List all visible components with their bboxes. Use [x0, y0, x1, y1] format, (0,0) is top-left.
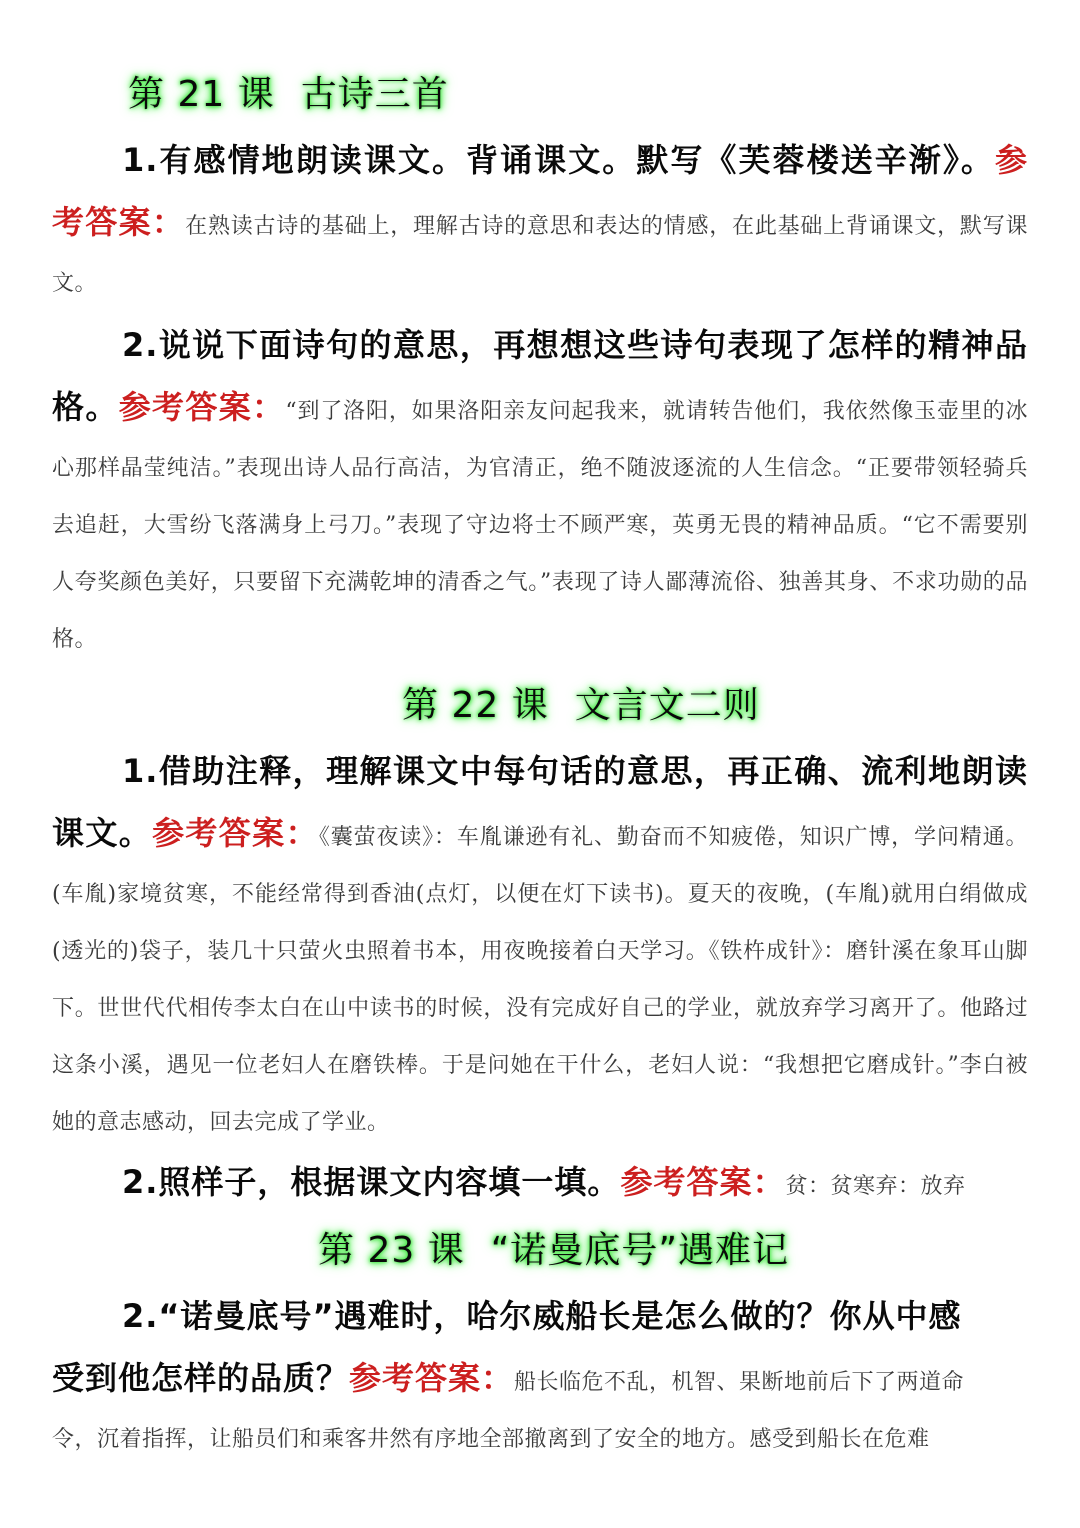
answer-label: 参考答案： [52, 141, 1028, 241]
lesson-number: 第 21 课 [128, 74, 275, 115]
question-text: 2.“诺曼底号”遇难时，哈尔威船长是怎么做的？你从中感 [122, 1297, 962, 1335]
question-text: 1.有感情地朗读课文。背诵课文。默写《芙蓉楼送辛渐》。 [122, 141, 995, 179]
question-text: 受到他怎样的品质？ [52, 1359, 350, 1397]
document-page [52, 62, 1028, 1469]
lesson-22-item-1 [52, 743, 1028, 1152]
question-text: 2.照样子，根据课文内容填一填。 [122, 1163, 621, 1201]
answer-text: 贫：贫寒弃：放弃 [785, 1174, 966, 1199]
lesson-22-item-2 [52, 1154, 1028, 1216]
lesson-name: “诺曼底号”遇难记 [490, 1230, 790, 1271]
lesson-name: 古诗三首 [300, 74, 449, 115]
answer-label: 参考答案： [118, 388, 286, 426]
lesson-name: 文言文二则 [574, 685, 760, 726]
question-answer-line [52, 1350, 1028, 1412]
lesson-23-item-2 [52, 1288, 1028, 1469]
answer-text: 令，沉着指挥，让船员们和乘客井然有序地全部撤离到了安全的地方。感受到船长在危难 [52, 1427, 930, 1452]
lesson-number: 第 23 课 [318, 1230, 465, 1271]
lesson-21-item-2 [52, 317, 1028, 669]
lesson-23-title [52, 1218, 1028, 1284]
answer-line [52, 1412, 1028, 1469]
question-text: 1.借助注释，理解课文中每句话的意思，再正确、流利地朗读课文。 [52, 752, 1028, 852]
answer-text: “到了洛阳，如果洛阳亲友问起我来，就请转告他们，我依然像玉壶里的冰心那样晶莹纯洁。”表现出诗人品行高洁，为官清正，绝不随波逐流的人生信念。“正要带领轻骑兵去追赶，大雪纷飞落满身上弓刀。”表现了守边将士不顾严寒，英勇无畏的精神品质。“它不需要别人夸奖颜色美好，只要留下充满乾坤的清香之气。”表现了诗人鄙薄流俗、独善其身、不求功勋的品格。 [52, 399, 1028, 652]
answer-label: 参考答案： [620, 1163, 786, 1201]
answer-text: 《囊萤夜读》：车胤谦逊有礼、勤奋而不知疲倦，知识广博，学问精通。(车胤)家境贫寒，不能经常得到香油(点灯，以便在灯下读书)。夏天的夜晚，(车胤)就用白绢做成(透光的)袋子，装几十只萤火虫照着书本，用夜晚接着白天学习。《铁杵成针》：磨针溪在象耳山脚下。世世代代相传李太白在山中读书的时候，没有完成好自己的学业，就放弃学习离开了。他路过这条小溪，遇见一位老妇人在磨铁棒。于是问她在干什么，老妇人说：“我想把它磨成针。”李白被她的意志感动，回去完成了学业。 [52, 825, 1028, 1135]
question-text: 2.说说下面诗句的意思，再想想这些诗句表现了怎样的精神品格。 [52, 326, 1028, 426]
answer-label: 参考答案： [152, 814, 319, 852]
lesson-number: 第 22 课 [402, 685, 549, 726]
question-line [52, 1288, 1028, 1350]
lesson-21-item-1 [52, 132, 1028, 313]
lesson-21-title [52, 62, 1028, 128]
answer-text: 在熟读古诗的基础上，理解古诗的意思和表达的情感，在此基础上背诵课文，默写课文。 [52, 214, 1028, 296]
answer-text: 船长临危不乱，机智、果断地前后下了两道命 [514, 1370, 965, 1395]
answer-label: 参考答案： [349, 1359, 515, 1397]
lesson-22-title [52, 673, 1028, 739]
